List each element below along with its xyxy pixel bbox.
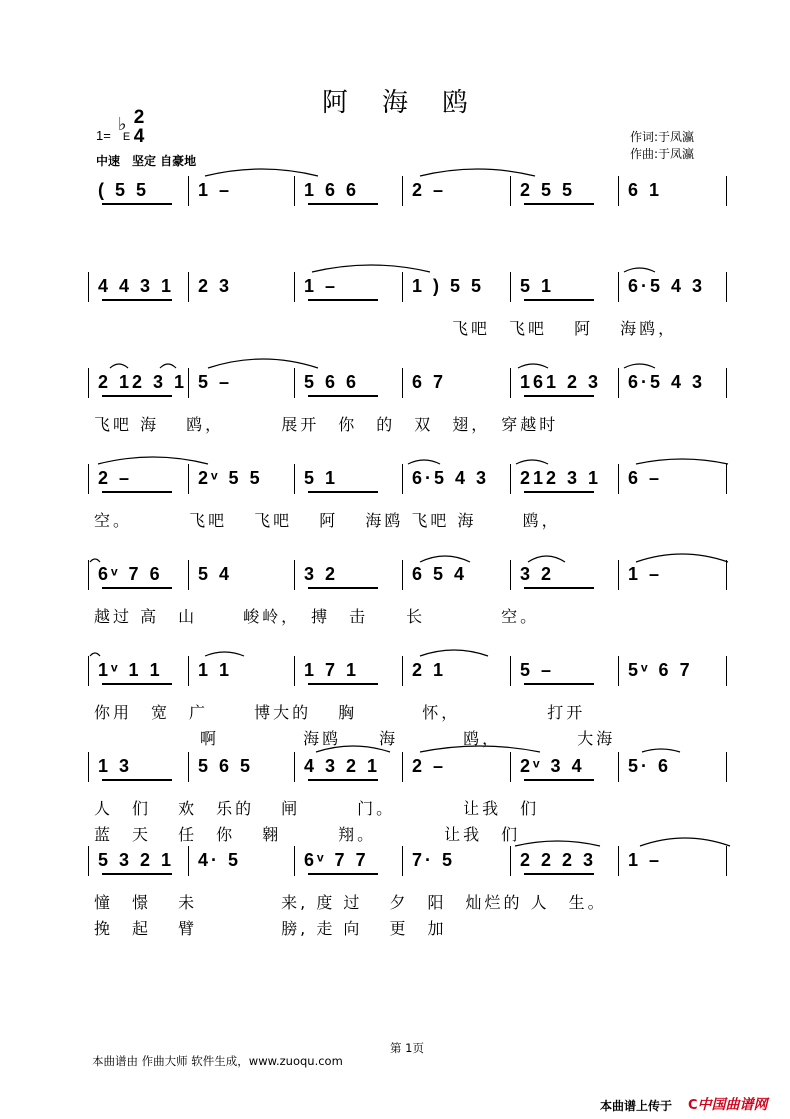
measure-notes: 2ᵛ 5 5 (198, 468, 263, 488)
upload-label: 本曲谱上传于 (600, 1099, 673, 1113)
slur-arc (642, 749, 680, 752)
slur-arc (420, 650, 488, 656)
logo-mark-icon: C (688, 1098, 698, 1113)
measure-notes: 2 1 (412, 660, 447, 680)
measure-notes: 6ᵛ 7 6 (98, 564, 163, 584)
measure-notes: 4 4 3 1 (98, 276, 175, 296)
measure-notes: 5 6 5 (198, 756, 254, 776)
slur-arc (636, 459, 728, 464)
slur-arc (90, 559, 100, 562)
measure-notes: 5 – (198, 372, 233, 392)
slur-arc (515, 841, 600, 846)
measure-notes: 2 12 3 1 (98, 372, 188, 392)
lyrics-line: 飞吧 飞吧 阿 海鸥， (452, 319, 678, 338)
measure-notes: ( 5 5 (98, 180, 150, 200)
measure-notes: 6ᵛ 7 7 (304, 850, 369, 870)
logo-text: 中国曲谱网 (697, 1097, 768, 1113)
slur-arc (408, 460, 440, 464)
slur-arc (624, 364, 655, 368)
slur-arc (312, 265, 430, 272)
slur-arc (420, 556, 470, 562)
measure-notes: 1 1 (198, 660, 233, 680)
lyricist-credit: 作词:于凤瀛 (630, 130, 695, 144)
slur-arc (420, 746, 540, 752)
lyrics-line: 人 们 欢 乐的 闸 门。 让我 们 (94, 799, 540, 818)
slur-arc (208, 359, 318, 368)
page-number: 第 1页 (390, 1041, 424, 1055)
measure-notes: 5 – (520, 660, 555, 680)
measure-notes: 1 3 (98, 756, 133, 776)
measure-notes: 6·5 4 3 (628, 372, 706, 392)
flat-sign: ♭ (118, 114, 127, 135)
measure-notes: 6·5 4 3 (412, 468, 490, 488)
lyrics-line: 你用 宽 广 博大的 胸 怀， 打开 (94, 703, 586, 722)
slur-arc (636, 554, 728, 562)
footer-credit: 本曲谱由 作曲大师 软件生成，www.zuoqu.com (92, 1054, 343, 1068)
measure-notes: 2 3 (198, 276, 233, 296)
measure-notes: 6 5 4 (412, 564, 468, 584)
measure-notes: 2ᵛ 3 4 (520, 756, 585, 776)
measure-notes: 7· 5 (412, 850, 456, 870)
slur-arc (205, 652, 244, 656)
lyrics-line: 越过 高 山 峻岭， 搏 击 长 空。 (94, 607, 540, 626)
lyrics-line: 憧 憬 未 来, 度 过 夕 阳 灿烂的 人 生。 (94, 893, 607, 912)
lyrics-line-second: 挽 起 臂 膀, 走 向 更 加 (94, 919, 447, 938)
lyrics-line-second: 蓝 天 任 你 翱 翔。 让我 们 (94, 825, 521, 844)
composer-credit: 作曲:于凤瀛 (630, 147, 695, 161)
slur-arc (110, 364, 128, 368)
measure-notes: 5 1 (304, 468, 339, 488)
slur-arc (624, 268, 655, 272)
measure-notes: 5 6 6 (304, 372, 360, 392)
measure-notes: 5ᵛ 6 7 (628, 660, 693, 680)
lyrics-line: 空。 飞吧 飞吧 阿 海鸥 飞吧 海 鸥， (94, 511, 561, 530)
measure-notes: 1ᵛ 1 1 (98, 660, 163, 680)
measure-notes: 1 – (304, 276, 339, 296)
lyrics-line: 飞吧 海 鸥， 展开 你 的 双 翅， 穿越时 (94, 415, 559, 434)
measure-notes: 2 5 5 (520, 180, 576, 200)
time-signature: 2 4 (133, 107, 145, 147)
measure-notes: 5 1 (520, 276, 555, 296)
slur-arc (98, 457, 208, 464)
measure-notes: 5 4 (198, 564, 233, 584)
measure-notes: 3 2 (520, 564, 555, 584)
measure-notes: 1 – (198, 180, 233, 200)
slur-arc (640, 838, 730, 846)
song-title: 阿海鸥 (321, 88, 502, 118)
measure-notes: 1 – (628, 850, 663, 870)
measure-notes: 6 1 (628, 180, 663, 200)
measure-notes: 161 2 3 (520, 372, 602, 392)
measure-notes: 4· 5 (198, 850, 242, 870)
tempo-marking: 中速 坚定 自豪地 (96, 154, 197, 168)
measure-notes: 2 – (412, 756, 447, 776)
slur-arc (205, 169, 318, 176)
measure-notes: 6 7 (412, 372, 447, 392)
slur-arc (528, 556, 565, 562)
measure-notes: 2 2 2 3 (520, 850, 597, 870)
measure-notes: 6·5 4 3 (628, 276, 706, 296)
measure-notes: 5 3 2 1 (98, 850, 175, 870)
measure-notes: 5· 6 (628, 756, 672, 776)
measure-notes: 4 3 2 1 (304, 756, 381, 776)
lyrics-line-second: 啊 海鸥 海 鸥， 大海 (200, 729, 616, 748)
measure-notes: 1 6 6 (304, 180, 360, 200)
measure-notes: 1 ) 5 5 (412, 276, 485, 296)
measure-notes: 2 – (412, 180, 447, 200)
measure-notes: 2 – (98, 468, 133, 488)
slur-arc (516, 460, 548, 464)
slur-arc (90, 653, 100, 656)
measure-notes: 6 – (628, 468, 663, 488)
measure-notes: 1 – (628, 564, 663, 584)
slur-arc (160, 364, 176, 368)
slur-arc (316, 746, 390, 752)
slur-arc (518, 364, 548, 368)
measure-notes: 1 7 1 (304, 660, 360, 680)
slur-arc (420, 169, 535, 176)
measure-notes: 212 3 1 (520, 468, 602, 488)
key-signature: 1= E (96, 128, 131, 143)
measure-notes: 3 2 (304, 564, 339, 584)
